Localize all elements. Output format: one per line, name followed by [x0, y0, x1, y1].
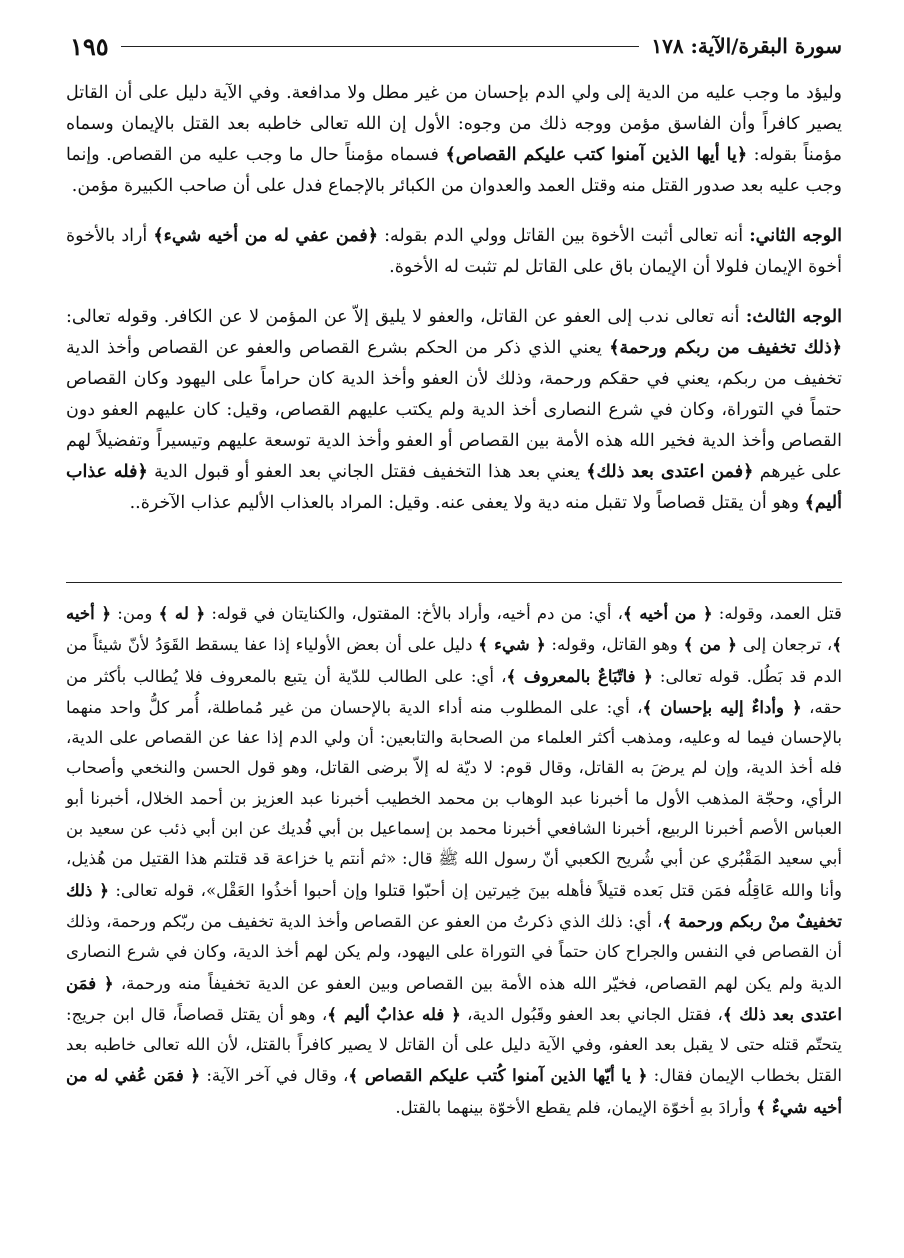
text-run: يعني بعد هذا التخفيف فقتل الجاني بعد العفو أو قبول الدية [147, 462, 587, 482]
quran-quote: ﴿ شيء ﴾ [478, 634, 546, 655]
page-number: ١٩٥ [70, 31, 109, 61]
text-run: ، فقتل الجاني بعد العفو وقَبُول الدية، [460, 1004, 723, 1024]
text-run: فسماه مؤمناً حال ما وجب عليه من القصاص. وإنما وجب عليه بعد صدور القتل منه وقتل العمد والعدوان من الكبائر بالإجماع فدل على أن صاحب الكبيرة مؤمن. [66, 145, 842, 196]
quran-quote: ﴿ له ﴾ [158, 603, 206, 623]
text-run: وليؤد ما وجب عليه من الدية إلى ولي الدم بإحسان من غير مطل ولا مدافعة. وفي الآية دليل على أن القاتل يصير كافراً وأن الفاسق مؤمن ووجه ذلك من وجوه: الأول إن الله تعالى خاطبه بعد القتل بالإيمان وسماه مؤمناً بقوله: [66, 83, 842, 165]
quran-quote: ﴿فمن عفي له من أخيه شيء﴾ [153, 226, 378, 246]
text-run: أراد بالأخوة أخوة الإيمان فلولا أن الإيمان باق على القاتل لم تثبت له الأخوة. [66, 226, 842, 277]
text-run: أنه تعالى ندب إلى العفو عن القاتل، والعفو لا يليق إلاّ عن المؤمن لا عن الكافر. وقوله تعالى: [66, 307, 746, 327]
quran-quote: ﴿ فمَن عُفي له من أخيه شيءٌ ﴾ [66, 1065, 842, 1117]
section-label: الوجه الثالث: [745, 307, 842, 327]
main-text [66, 78, 842, 538]
page-header [70, 26, 842, 66]
text-run: ، أي: ذلك الذي ذكرتُ من العفو عن القصاص وأخذ الدية تخفيف من ربّكم ورحمة، وذلك أن القصاص في النفس والجراح كان حتماً في التوراة على اليهود، ولم يكن لهم أخذ الدية، وكان في شرع النصارى الدية ولم يكن لهم القصاص، فخيّر الله هذه الأمة بين القصاص وبين العفو عن الدية تخفيفاً منه ورحمة، [66, 911, 842, 993]
text-run: يعني الذي ذكر من الحكم بشرع القصاص والعفو عن القصاص وأخذ الدية تخفيف من ربكم، يعني في حقكم ورحمة، وذلك لأن العفو وأخذ الدية كان حراماً على اليهود وكان القصاص حتماً في التوراة، وكان في شرع النصارى أخذ الدية ولم يكتب عليهم القصاص، وقيل: كان عليهم العفو دون القصاص وأخذ الدية فخير الله هذه الأمة بين القصاص أو العفو وأخذ الدية توسعة عليهم وتيسيراً وتفضيلاً لهم على غيرهم [66, 338, 842, 482]
quran-quote: ﴿ وأداءٌ إليه بإحسان ﴾ [642, 696, 802, 717]
paragraph-2 [66, 221, 842, 283]
paragraph-1 [66, 78, 842, 202]
quran-quote: ﴿فله عذاب أليم﴾ [66, 462, 842, 513]
text-run: ، ترجعان إلى [736, 635, 833, 655]
footnote-paragraph [66, 598, 842, 1123]
text-run: وأرادَ بهِ أخوّة الإيمان، فلم يقطع الأخوّة بينهما بالقتل. [395, 1097, 757, 1117]
text-run: ، أي: من دم أخيه، وأراد بالأخ: المقتول، والكنايتان في قوله: [205, 604, 623, 623]
quran-quote: ﴿ فاتّبَاعٌ بالمعروف ﴾ [506, 665, 653, 686]
quran-quote: ﴿ فمَن اعتدى بعد ذلك ﴾ [66, 972, 842, 1024]
text-run: ، وقال في آخر الآية: [200, 1066, 349, 1086]
quran-quote: ﴿ من ﴾ [683, 634, 737, 655]
quran-quote: ﴿ أخيه ﴾ [66, 603, 842, 655]
quran-quote: ﴿ ذلك تخفيفٌ منْ ربكم ورحمة ﴾ [66, 879, 842, 931]
text-run: وهو أن يقتل قصاصاً ولا تقبل منه دية ولا يعفى عنه. وقيل: المراد بالعذاب الأليم عذاب الآخرة.. [129, 493, 805, 513]
text-run: ، أي: على المطلوب منه أداء الدية بالإحسان من غير مُماطلة، أُمر كلُّ واحد منهما بالإحسان فيما له وعليه، ومذهب أكثر العلماء من الصحابة والتابعين: أن ولي الدم إذا عفا عن القصاص على الدية، فله أخذ الدية، وإن لم يرضَ به القاتل، وقال قوم: لا ديّة له إلاّ برضى القاتل، وهو قول الحسن والنخعي وأصحاب الرأي، وحجّة المذهب الأول ما أخبرنا عبد الوهاب بن محمد الخطيب أخبرنا عبد العزيز بن أحمد الخلال، أخبرنا أبو العباس الأصم أخبرنا الربيع، أخبرنا الشافعي أخبرنا محمد بن إسماعيل بن أبي فُديك عن ابن أبي ذئب عن سعيد بن أبي سعيد المَقْبُري عن أبي شُريح الكعبي أنّ رسول الله ﷺ قال: «ثم أنتم يا خزاعة قد قتلتم هذا القتيل من هُذيل، وأنا والله عَاقِلُه فمَن قتل بَعده قتيلاً فأهله بينَ خِيرتين إن أحبّوا قتلوا وإن أحبوا أخذُوا العَقْل»، قوله تعالى: [66, 697, 842, 900]
paragraph-3 [66, 302, 842, 519]
footnote-divider [66, 582, 842, 583]
quran-quote: ﴿ من أخيه ﴾ [622, 603, 713, 623]
text-run: ، وهو أن يقتل قصاصاً، قال ابن جريج: يتحتّم قتله حتى لا يقبل بعد العفو، وفي الآية دليل على أن القاتل لا يصير كافراً بالقتل، لأن الله تعالى خاطبه بعد القتل بخطاب الإيمان فقال: [66, 1004, 842, 1086]
footnotes [66, 598, 842, 1123]
text-run: ومن: [111, 604, 159, 623]
text-run: وهو القاتل، وقوله: [545, 635, 684, 655]
quran-quote: ﴿يا أيها الذين آمنوا كتب عليكم القصاص﴾ [445, 145, 748, 165]
section-label: الوجه الثاني: [749, 226, 842, 246]
quran-quote: ﴿فمن اعتدى بعد ذلك﴾ [586, 462, 754, 482]
text-run: ، أي: على الطالب للدّية أن يتبع بالمعروف فلا يُطالب بأكثر من حقه، [66, 666, 842, 717]
text-run: أنه تعالى أثبت الأخوة بين القاتل وولي الدم بقوله: [378, 226, 750, 246]
quran-quote: ﴿ فله عذابٌ أليم ﴾ [327, 1003, 461, 1024]
text-run: قتل العمد، وقوله: [712, 604, 842, 623]
quran-quote: ﴿ يا أيّها الذين آمنوا كُتب عليكم القصاص ﴾ [348, 1065, 648, 1086]
quran-quote: ﴿ذلك تخفيف من ربكم ورحمة﴾ [609, 338, 843, 358]
text-run: دليل على أن بعض الأولياء إذا عفا يسقط القَوَدُ لأنّ شيئاً من الدم قد بَطُل. قوله تعالى: [66, 635, 843, 686]
running-title: سورة البقرة/الآية: ١٧٨ [651, 34, 842, 58]
header-rule [121, 46, 640, 47]
